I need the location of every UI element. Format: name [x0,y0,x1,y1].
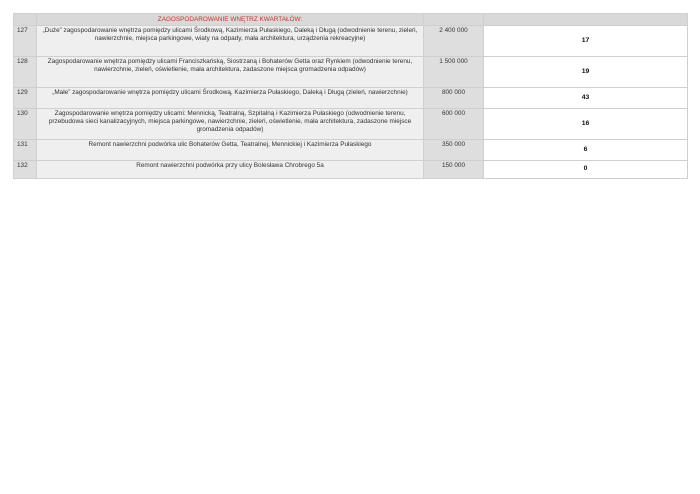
table-row [14,109,688,140]
project-amount: 150 000 [424,161,484,179]
table-row [14,57,688,88]
project-id: 132 [14,161,37,179]
project-description: Zagospodarowanie wnętrza pomiędzy ulicami Franciszkańską, Siostrzaną i Bohaterów Getta oraz Rynkiem (odwodnienie terenu, nawierzchnie, zieleń, oświetlenie, mała architektura, zadaszone miejsca gromadzenia odpadów) [37,57,424,88]
project-votes: 16 [484,109,688,140]
table-row [14,140,688,161]
projects-table [13,13,688,179]
table-row [14,88,688,109]
project-id: 130 [14,109,37,140]
project-amount: 800 000 [424,88,484,109]
project-id: 131 [14,140,37,161]
project-description: „Małe” zagospodarowanie wnętrza pomiędzy ulicami Środkową, Kazimierza Pułaskiego, Daleką i Długą (zieleń, nawierzchnie) [37,88,424,109]
project-description: Zagospodarowanie wnętrza pomiędzy ulicami: Mennicką, Teatralną, Szpitalną i Kazimierza Pułaskiego (odwodnienie terenu, przebudowa sieci kanalizacyjnych, miejsca parkingowe, nawierzchnie, zieleń, oświetlenie, mała architektura, zadaszone miejsce gromadzenia odpadów) [37,109,424,140]
project-votes: 19 [484,57,688,88]
project-votes: 6 [484,140,688,161]
header-amount-cell [424,14,484,26]
table-row [14,161,688,179]
section-header-row [14,14,688,26]
project-id: 127 [14,26,37,57]
header-votes-cell [484,14,688,26]
project-amount: 1 500 000 [424,57,484,88]
project-amount: 2 400 000 [424,26,484,57]
header-id-cell [14,14,37,26]
project-description: „Duże” zagospodarowanie wnętrza pomiędzy ulicami Środkową, Kazimierza Pułaskiego, Daleką i Długą (odwodnienie terenu, zieleń, nawierzchnie, miejsca parkingowe, wiaty na odpady, mała architektura, urządzenia rekreacyjne) [37,26,424,57]
project-description: Remont nawierzchni podwórka ulic Bohaterów Getta, Teatralnej, Mennickiej i Kazimierza Pułaskiego [37,140,424,161]
project-amount: 350 000 [424,140,484,161]
project-votes: 0 [484,161,688,179]
project-id: 128 [14,57,37,88]
table-row [14,26,688,57]
project-amount: 600 000 [424,109,484,140]
section-title: ZAGOSPODAROWANIE WNĘTRZ KWARTAŁÓW: [37,14,424,26]
project-id: 129 [14,88,37,109]
project-votes: 43 [484,88,688,109]
project-description: Remont nawierzchni podwórka przy ulicy Bolesława Chrobrego 5a [37,161,424,179]
project-votes: 17 [484,26,688,57]
